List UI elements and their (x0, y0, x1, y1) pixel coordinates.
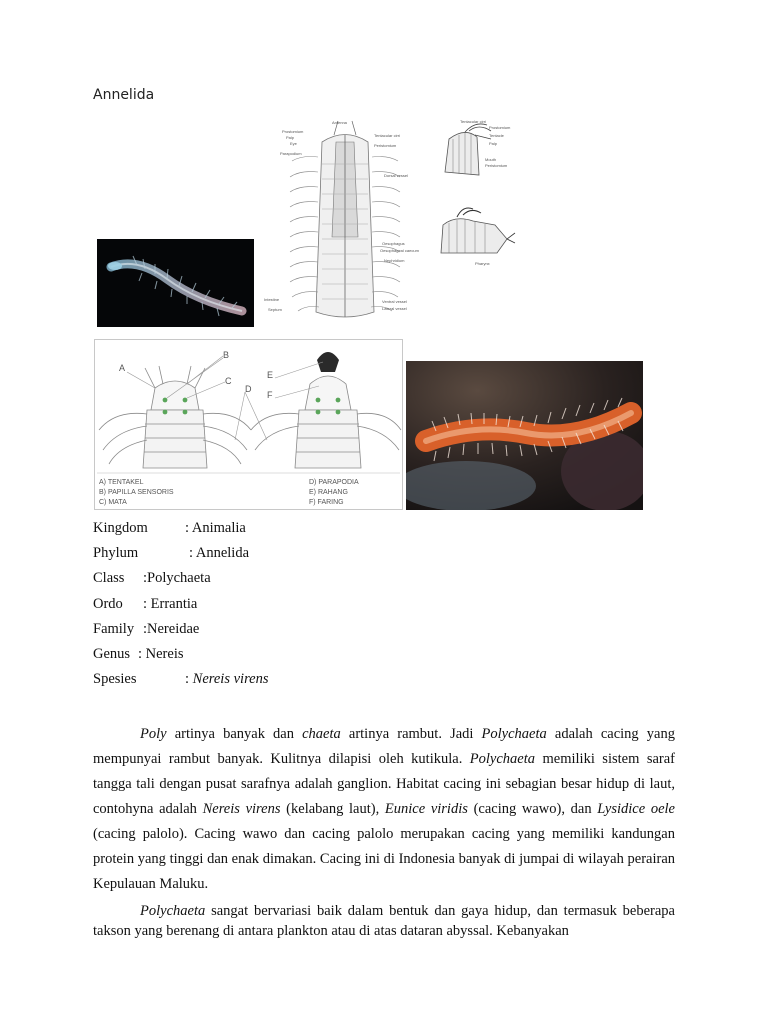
svg-text:E) RAHANG: E) RAHANG (309, 489, 348, 496)
svg-text:B) PAPILLA SENSORIS: B) PAPILLA SENSORIS (99, 489, 174, 496)
species-name: Nereis virens (192, 671, 269, 688)
taxonomy-key: Genus (93, 645, 131, 662)
svg-text:A) TENTAKEL: A) TENTAKEL (99, 479, 144, 486)
svg-text:E: E (267, 370, 274, 380)
svg-text:Septum: Septum (268, 307, 282, 312)
anatomy-diagram (262, 117, 428, 327)
svg-text:Tentacular cirri: Tentacular cirri (460, 119, 487, 124)
svg-text:Peristomium: Peristomium (485, 163, 508, 168)
head-legend-diagram (94, 339, 403, 510)
taxonomy-value: :Polychaeta (143, 570, 211, 587)
svg-text:A: A (119, 363, 126, 373)
svg-text:Parapodium: Parapodium (280, 151, 302, 156)
svg-text:Lateral vessel: Lateral vessel (382, 306, 407, 311)
svg-text:Eye: Eye (290, 141, 297, 146)
taxonomy-key: Spesies (93, 671, 137, 688)
body-text (93, 722, 675, 942)
taxonomy-key: Ordo (93, 595, 123, 612)
svg-text:Oesophageal caecum: Oesophageal caecum (380, 248, 419, 253)
svg-text:F) FARING: F) FARING (309, 499, 344, 506)
svg-text:Pharynx: Pharynx (475, 261, 490, 266)
svg-text:Mouth: Mouth (485, 157, 497, 162)
svg-text:D) PARAPODIA: D) PARAPODIA (309, 479, 359, 486)
paragraph-2: Polychaeta sangat bervariasi baik dalam bentuk dan gaya hidup, dan termasuk beberapa takson yang berenang di antara plankton atau di atas dataran abyssal. Kebanyakan (93, 903, 675, 939)
svg-text:Tentacle: Tentacle (489, 133, 504, 138)
svg-text:Peristomium: Peristomium (374, 143, 397, 148)
paragraph-1: Poly artinya banyak dan chaeta artinya rambut. Jadi Polychaeta adalah cacing yang mempunyai rambut banyak. Kulitnya dilapisi oleh kutikula. Polychaeta memiliki sistem saraf tangga tali dengan pusat sarafnya adalah ganglion. Habitat cacing ini sebagian besar hidup di laut, contohyna adalah Nereis virens (kelabang laut), Eunice viridis (cacing wawo), dan Lysidice oele (cacing palolo). Cacing wawo dan cacing palolo merupakan cacing yang memiliki kandungan protein yang tinggi dan enak dimakan. Cacing ini di Indonesia banyak di jumpai di wilayah perairan Kepulauan Maluku. (93, 726, 675, 892)
svg-text:C: C (225, 376, 232, 386)
taxonomy-value: : Nereis (138, 645, 184, 662)
taxonomy-key: Phylum (93, 545, 139, 562)
worm-photo-orange (406, 361, 643, 510)
taxonomy-value: :Nereidae (143, 620, 200, 637)
page-title: Annelida (93, 87, 155, 103)
svg-text:D: D (245, 384, 252, 394)
svg-text:Palp: Palp (489, 141, 498, 146)
head-diagram (435, 117, 525, 195)
svg-text:Prostomium: Prostomium (489, 125, 511, 130)
taxonomy-key: Kingdom (93, 520, 148, 536)
taxonomy-value: : Annelida (189, 545, 250, 562)
svg-text:Antenna: Antenna (332, 120, 347, 125)
svg-text:Prostomium: Prostomium (282, 129, 304, 134)
taxonomy-value: : Animalia (185, 520, 246, 536)
svg-text:C) MATA: C) MATA (99, 499, 127, 506)
taxonomy-value: : Errantia (143, 595, 198, 612)
svg-text:Dorsal vessel: Dorsal vessel (384, 173, 409, 178)
svg-text:Palp: Palp (286, 135, 295, 140)
svg-text:Intestine: Intestine (264, 297, 280, 302)
svg-text:B: B (223, 350, 230, 360)
taxonomy-key: Class (93, 570, 125, 587)
svg-text:Ventral vessel: Ventral vessel (382, 299, 407, 304)
pharynx-diagram (435, 203, 525, 273)
svg-text:Nephridium: Nephridium (384, 258, 405, 263)
taxonomy-key: Family (93, 620, 135, 637)
svg-text:Oesophagus: Oesophagus (382, 241, 405, 246)
svg-text:F: F (267, 390, 273, 400)
svg-text:Tentacular cirri: Tentacular cirri (374, 133, 401, 138)
taxonomy-value: : Nereis virens (185, 671, 269, 688)
worm-photo-dark (97, 239, 254, 327)
